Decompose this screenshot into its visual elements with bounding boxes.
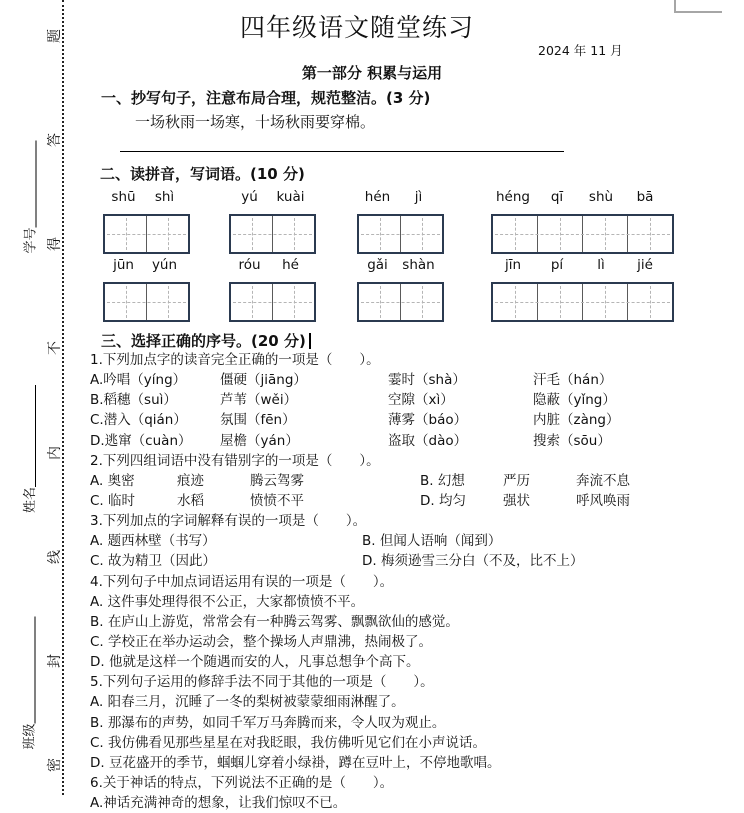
- pinyin-syllable: héng: [496, 189, 530, 205]
- question-text-segment: A.吟唱（yíng）: [90, 372, 187, 389]
- pinyin-syllable: pí: [550, 257, 564, 273]
- class-field: [21, 617, 39, 750]
- pinyin-syllable: hén: [364, 189, 391, 205]
- question-text-segment: C. 我仿佛看见那些星星在对我眨眼，我仿佛听见它们在小声说话。: [90, 734, 487, 751]
- pinyin-syllable: kuài: [276, 189, 305, 205]
- pinyin-word-group: [357, 188, 444, 254]
- question-line: [88, 531, 710, 551]
- pinyin-syllable: lì: [597, 257, 605, 273]
- question-text-segment: 强状: [503, 492, 530, 509]
- question-text-segment: B. 但闻人语响（闻到）: [362, 533, 502, 550]
- character-writing-cell[interactable]: [538, 216, 583, 252]
- question-text-segment: 3.下列加点的字词解释有误的一项是（ ）。: [90, 513, 367, 530]
- class-label: 班级: [22, 723, 38, 750]
- question-line: [88, 753, 710, 773]
- seal-character: 题: [47, 29, 63, 43]
- pinyin-word-group: [491, 188, 674, 254]
- character-grid: [103, 282, 190, 322]
- section3-heading: [101, 330, 311, 351]
- student-name-field: [21, 385, 39, 513]
- question-text-segment: 氛围（fēn）: [220, 412, 296, 429]
- question-text-segment: D. 均匀: [420, 492, 466, 509]
- question-line: [88, 612, 710, 632]
- question-line: [88, 410, 710, 430]
- character-writing-cell[interactable]: [401, 216, 442, 252]
- pinyin-word-group: [103, 188, 190, 254]
- question-text-segment: 汗毛（hán）: [533, 372, 613, 389]
- pinyin-syllable: gǎi: [367, 257, 388, 273]
- pinyin-syllable: jié: [637, 257, 653, 273]
- question-text-segment: D. 梅须逊雪三分白（不及，比不上）: [362, 553, 584, 570]
- question-text-segment: B. 在庐山上游览，常常会有一种腾云驾雾、飘飘欲仙的感觉。: [90, 613, 459, 630]
- student-name-label: 姓名: [23, 486, 38, 513]
- pinyin-word-group: [229, 188, 316, 254]
- question-text-segment: A. 奥密: [90, 472, 135, 489]
- question-text-segment: 呼风唤雨: [576, 492, 630, 509]
- question-text-segment: 痕迹: [177, 472, 204, 489]
- question-line: [88, 773, 710, 793]
- question-text-segment: C. 学校正在举办运动会，整个操场人声鼎沸，热闹极了。: [90, 633, 433, 650]
- question-text-segment: 5.下列句子运用的修辞手法不同于其他的一项是（ ）。: [90, 674, 434, 691]
- character-writing-cell[interactable]: [359, 216, 401, 252]
- question-line: [88, 692, 710, 712]
- pinyin-syllables: [103, 188, 190, 214]
- student-name-blank[interactable]: [34, 385, 36, 487]
- pinyin-syllable: hé: [282, 257, 299, 273]
- pinyin-syllable: jīn: [504, 257, 522, 273]
- question-text-segment: 腾云驾雾: [250, 472, 304, 489]
- pinyin-syllable: jì: [414, 189, 423, 205]
- question-text-segment: A. 这件事处理得很不公正，大家都愤愤不平。: [90, 593, 365, 610]
- pinyin-syllables: [491, 188, 674, 214]
- seal-character: 答: [47, 133, 63, 148]
- question-line: [88, 451, 710, 471]
- pinyin-word-group: [103, 256, 190, 322]
- question-text-segment: 愤愤不平: [250, 492, 304, 509]
- character-grid: [103, 214, 190, 254]
- character-writing-cell[interactable]: [105, 284, 147, 320]
- pinyin-syllables: [229, 188, 316, 214]
- question-text-segment: 2.下列四组词语中没有错别字的一项是（ ）。: [90, 452, 380, 469]
- character-writing-cell[interactable]: [231, 284, 273, 320]
- question-line: [88, 572, 710, 592]
- character-writing-cell[interactable]: [147, 216, 188, 252]
- pinyin-syllables: [229, 256, 316, 282]
- question-line: [88, 390, 710, 410]
- pinyin-syllable: shù: [588, 189, 614, 205]
- question-line: [88, 793, 710, 813]
- question-text-segment: 搜索（sōu）: [533, 432, 611, 449]
- character-writing-cell[interactable]: [583, 284, 628, 320]
- pinyin-syllable: shū: [111, 189, 136, 205]
- question-text-segment: 芦苇（wěi）: [220, 392, 298, 409]
- character-writing-cell[interactable]: [628, 284, 672, 320]
- student-number-label: 学号: [23, 227, 39, 254]
- question-line: [88, 370, 710, 390]
- question-text-segment: C.潜入（qián）: [90, 412, 187, 429]
- section1-heading: 一、抄写句子，注意布局合理，规范整洁。(3 分): [101, 89, 431, 107]
- question-text-segment: 1.下列加点字的读音完全正确的一项是（ ）。: [90, 352, 380, 368]
- question-line: [88, 511, 710, 531]
- character-writing-cell[interactable]: [538, 284, 583, 320]
- section3-heading-text: 三、选择正确的序号。(20 分): [101, 332, 306, 350]
- pinyin-word-group: [357, 256, 444, 322]
- pinyin-syllable: shì: [154, 189, 175, 205]
- pinyin-syllable: róu: [238, 257, 261, 273]
- question-text-segment: 4.下列句子中加点词语运用有误的一项是（ ）。: [90, 573, 394, 590]
- page-title: 四年级语文随堂练习: [239, 13, 474, 42]
- character-grid: [229, 214, 316, 254]
- question-line: [88, 551, 710, 571]
- pinyin-syllable: shàn: [402, 257, 435, 273]
- question-text-segment: B. 那瀑布的声势，如同千军万马奔腾而来，令人叹为观止。: [90, 714, 446, 731]
- text-cursor: [309, 333, 311, 349]
- pinyin-syllable: yú: [241, 189, 258, 205]
- question-text-segment: 严历: [503, 472, 530, 489]
- character-grid: [491, 214, 674, 254]
- pinyin-syllable: jūn: [113, 257, 134, 273]
- question-line: [88, 632, 710, 652]
- class-blank[interactable]: [34, 617, 36, 724]
- question-text-segment: 僵硬（jiāng）: [220, 372, 307, 389]
- part-heading: 第一部分 积累与运用: [301, 64, 443, 82]
- pinyin-word-group: [229, 256, 316, 322]
- exam-date: 2024 年 11 月: [538, 43, 623, 58]
- character-grid: [357, 282, 444, 322]
- character-writing-cell[interactable]: [401, 284, 442, 320]
- question-text-segment: D. 豆花盛开的季节，蝈蝈儿穿着小绿褂，蹲在豆叶上，不停地歌唱。: [90, 754, 501, 771]
- character-writing-cell[interactable]: [493, 284, 538, 320]
- character-grid: [229, 282, 316, 322]
- question-text-segment: 薄雾（báo）: [388, 412, 468, 429]
- character-writing-cell[interactable]: [583, 216, 628, 252]
- question-text-segment: B. 幻想: [420, 472, 465, 489]
- question-text-segment: B.稻穗（suì）: [90, 392, 177, 409]
- question-line: [88, 713, 710, 733]
- question-line: [88, 592, 710, 612]
- pinyin-syllable: yún: [151, 257, 178, 273]
- character-grid: [357, 214, 444, 254]
- character-writing-cell[interactable]: [273, 216, 314, 252]
- seal-character: 封: [47, 653, 63, 668]
- pinyin-syllable: qī: [550, 189, 564, 205]
- question-text-segment: 霎时（shà）: [388, 372, 466, 389]
- seal-character: 内: [47, 445, 63, 460]
- seal-line-text: [44, 26, 64, 775]
- seal-character: 得: [47, 237, 63, 252]
- question-line: [88, 431, 710, 451]
- section2-heading: 二、读拼音，写词语。(10 分): [100, 165, 305, 183]
- question-line: [88, 672, 710, 692]
- character-writing-cell[interactable]: [493, 216, 538, 252]
- seal-character: 不: [47, 341, 63, 356]
- pinyin-syllable: bā: [636, 189, 654, 205]
- question-text-segment: D.逃窜（cuàn）: [90, 432, 192, 449]
- question-line: [88, 350, 710, 370]
- question-text-segment: C. 临时: [90, 492, 136, 509]
- question-text-segment: 盗取（dào）: [388, 432, 468, 449]
- question-text-segment: 水稻: [177, 492, 204, 509]
- question-text-segment: 奔流不息: [576, 472, 630, 489]
- character-writing-cell[interactable]: [273, 284, 314, 320]
- character-writing-cell[interactable]: [231, 216, 273, 252]
- character-writing-cell[interactable]: [147, 284, 188, 320]
- character-writing-cell[interactable]: [359, 284, 401, 320]
- question-list: [88, 350, 710, 813]
- copy-sentence: 一场秋雨一场寒，十场秋雨要穿棉。: [135, 113, 376, 131]
- copy-writing-line[interactable]: [120, 151, 564, 152]
- question-text-segment: 6.关于神话的特点，下列说法不正确的是（ ）。: [90, 774, 394, 791]
- question-text-segment: C. 故为精卫（因此）: [90, 553, 217, 570]
- question-text-segment: 隐蔽（yǐng）: [533, 392, 616, 409]
- student-number-field: [22, 141, 40, 254]
- pinyin-syllables: [357, 256, 444, 282]
- question-text-segment: 内脏（zàng）: [533, 412, 620, 429]
- question-text-segment: A. 题西林壁（书写）: [90, 533, 216, 550]
- pinyin-word-group: [491, 256, 674, 322]
- pinyin-syllables: [357, 188, 444, 214]
- question-line: [88, 733, 710, 753]
- question-text-segment: 屋檐（yán）: [220, 432, 299, 449]
- question-text-segment: A.神话充满神奇的想象，让我们惊叹不已。: [90, 795, 347, 812]
- seal-character: 线: [47, 549, 63, 564]
- question-text-segment: 空隙（xì）: [388, 392, 454, 409]
- question-line: [88, 491, 710, 511]
- character-writing-cell[interactable]: [628, 216, 672, 252]
- character-grid: [491, 282, 674, 322]
- student-number-blank[interactable]: [35, 141, 37, 228]
- pinyin-syllables: [103, 256, 190, 282]
- question-text-segment: D. 他就是这样一个随遇而安的人，凡事总想争个高下。: [90, 654, 420, 671]
- question-text-segment: A. 阳春三月，沉睡了一冬的梨树被蒙蒙细雨淋醒了。: [90, 694, 405, 711]
- question-line: [88, 652, 710, 672]
- character-writing-cell[interactable]: [105, 216, 147, 252]
- question-line: [88, 471, 710, 491]
- seal-character: 密: [47, 757, 63, 772]
- pinyin-syllables: [491, 256, 674, 282]
